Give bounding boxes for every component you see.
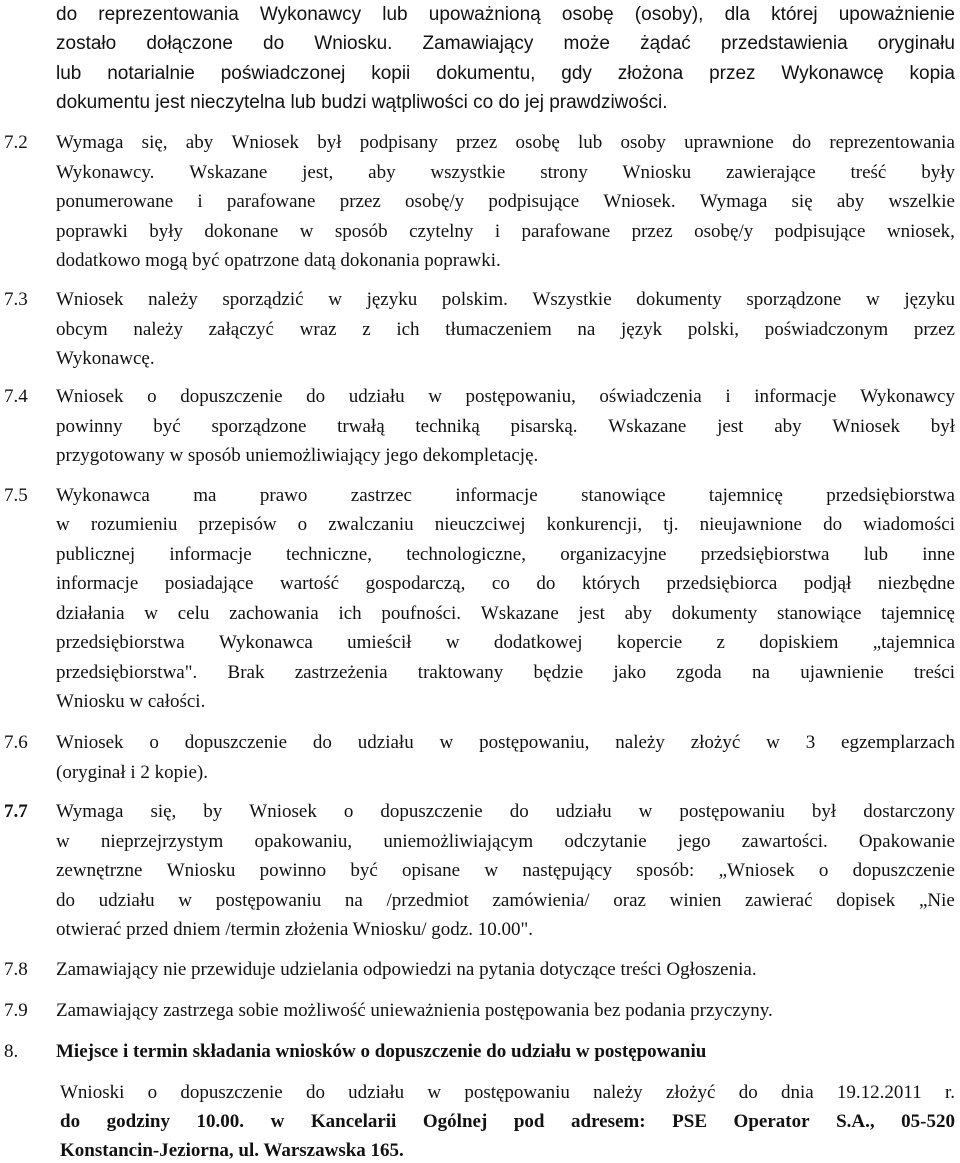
section-number: 7.7 (4, 801, 28, 822)
section-number: 7.6 (4, 732, 28, 753)
section-line: Wniosku w całości. (56, 691, 206, 712)
section-number: 7.5 (4, 485, 28, 506)
section-number: 7.4 (4, 386, 28, 407)
section-8-heading: Miejsce i termin składania wniosków o dopuszczenie do udziału w postępowaniu (56, 1041, 707, 1062)
section-line: w rozumieniu przepisów o zwalczaniu nieuczciwej konkurencji, tj. nieujawnione do wiadomości (56, 514, 955, 535)
section-line: Wykonawcy. Wskazane jest, aby wszystkie strony Wniosku zawierające treść były (56, 162, 955, 183)
section-line: poprawki były dokonane w sposób czytelny i parafowane przez osobę/y podpisujące wniosek, (56, 221, 955, 242)
section-line: otwierać przed dniem /termin złożenia Wniosku/ godz. 10.00". (56, 919, 533, 940)
section-8-line: Konstancin-Jeziorna, ul. Warszawska 165. (60, 1140, 404, 1161)
section-line: obcym należy załączyć wraz z ich tłumaczeniem na język polski, poświadczonym przez (56, 319, 955, 340)
section-line: w nieprzejrzystym opakowaniu, uniemożliwiającym odczytanie jego zawartości. Opakowanie (56, 831, 955, 852)
section-line: przygotowany w sposób uniemożliwiający jego dekompletację. (56, 445, 539, 466)
section-number: 7.2 (4, 132, 28, 153)
section-line: Wniosek należy sporządzić w języku polskim. Wszystkie dokumenty sporządzone w języku (56, 289, 955, 310)
section-line: ponumerowane i parafowane przez osobę/y podpisujące Wniosek. Wymaga się aby wszelkie (56, 191, 955, 212)
section-line: do udziału w postępowaniu na /przedmiot zamówienia/ oraz winien zawierać dopisek „Nie (56, 890, 955, 911)
section-line: Zamawiający zastrzega sobie możliwość unieważnienia postępowania bez podania przyczyny. (56, 1000, 773, 1021)
section-line: powinny być sporządzone trwałą techniką pisarską. Wskazane jest aby Wniosek był (56, 416, 955, 437)
section-number: 7.9 (4, 1000, 28, 1021)
section-8-number: 8. (4, 1041, 19, 1062)
section-line: informacje posiadające wartość gospodarczą, co do których przedsiębiorca podjął niezbędne (56, 573, 955, 594)
section-line: Wniosek o dopuszczenie do udziału w postępowaniu, należy złożyć w 3 egzemplarzach (56, 732, 955, 753)
section-line: dodatkowo mogą być opatrzone datą dokonania poprawki. (56, 250, 501, 271)
section-line: Wniosek o dopuszczenie do udziału w postępowaniu, oświadczenia i informacje Wykonawcy (56, 386, 955, 407)
section-line: Zamawiający nie przewiduje udzielania odpowiedzi na pytania dotyczące treści Ogłoszenia. (56, 959, 757, 980)
section-8-line: do godziny 10.00. w Kancelarii Ogólnej pod adresem: PSE Operator S.A., 05-520 (60, 1111, 955, 1132)
section-line: Wymaga się, aby Wniosek był podpisany przez osobę lub osoby uprawnione do reprezentowania (56, 132, 955, 153)
section-line: Wykonawca ma prawo zastrzec informacje stanowiące tajemnicę przedsiębiorstwa (56, 485, 955, 506)
section-line: zewnętrzne Wniosku powinno być opisane w następujący sposób: „Wniosek o dopuszczenie (56, 860, 955, 881)
section-line: przedsiębiorstwa". Brak zastrzeżenia traktowany będzie jako zgoda na ujawnienie treści (56, 662, 955, 683)
intro-line-2: zostało dołączone do Wniosku. Zamawiający może żądać przedstawienia oryginału (56, 33, 955, 54)
intro-line-1: do reprezentowania Wykonawcy lub upoważnioną osobę (osoby), dla której upoważnienie (56, 4, 955, 25)
section-line: Wymaga się, by Wniosek o dopuszczenie do udziału w postępowaniu był dostarczony (56, 801, 955, 822)
intro-line-4: dokumentu jest nieczytelna lub budzi wątpliwości co do jej prawdziwości. (56, 92, 668, 113)
section-line: przedsiębiorstwa Wykonawca umieścił w dodatkowej kopercie z dopiskiem „tajemnica (56, 632, 955, 653)
section-line: publicznej informacje techniczne, technologiczne, organizacyjne przedsiębiorstwa lub inne (56, 544, 955, 565)
section-number: 7.8 (4, 959, 28, 980)
section-line: Wykonawcę. (56, 348, 155, 369)
section-line: (oryginał i 2 kopie). (56, 762, 208, 783)
intro-line-3: lub notarialnie poświadczonej kopii dokumentu, gdy złożona przez Wykonawcę kopia (56, 63, 955, 84)
section-number: 7.3 (4, 289, 28, 310)
section-8-line: Wnioski o dopuszczenie do udziału w postępowaniu należy złożyć do dnia 19.12.2011 r. (60, 1082, 955, 1103)
section-line: działania w celu zachowania ich poufności. Wskazane jest aby dokumenty stanowiące tajemnicę (56, 603, 955, 624)
